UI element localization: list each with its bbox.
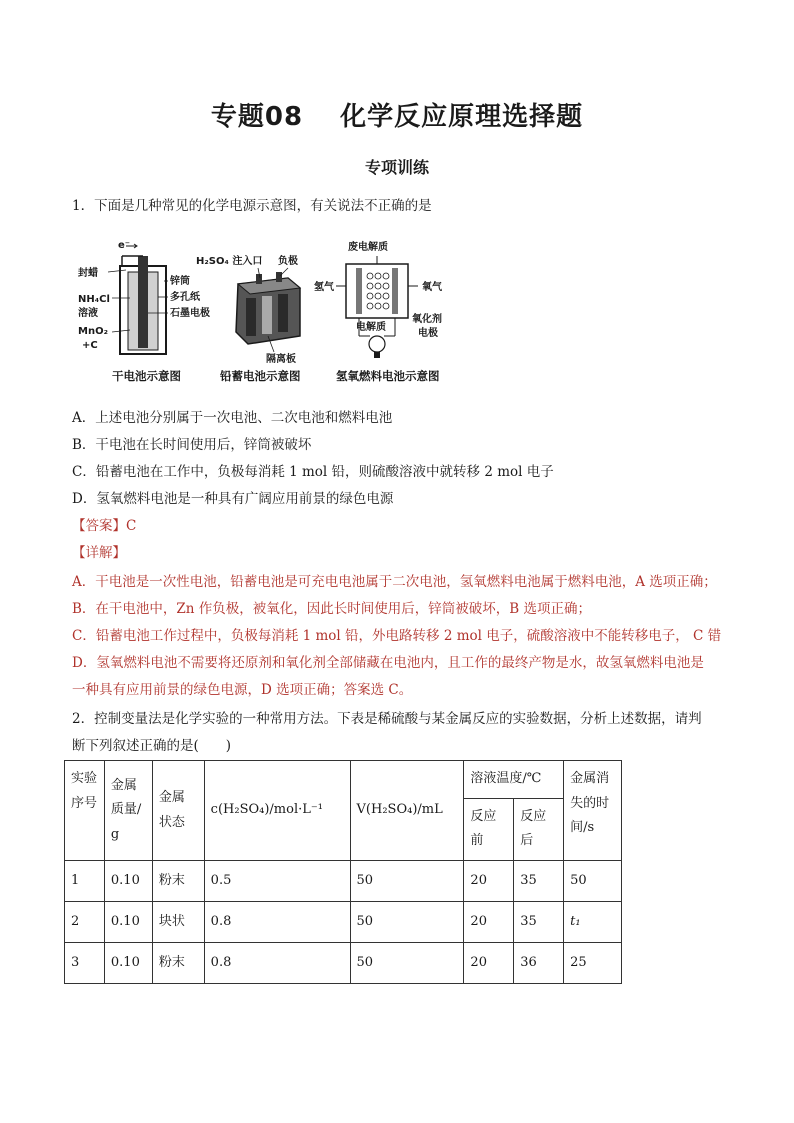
dry-cell-zinc-label: 锌筒 (170, 276, 190, 287)
cell-after: 36 (514, 943, 564, 984)
dry-cell-nh4cl-label: NH₄Cl (78, 294, 110, 305)
cell-mass: 0.10 (104, 902, 152, 943)
table-row (65, 861, 622, 902)
explanation-line-a: A．干电池是一次性电池，铅蓄电池是可充电电池属于二次电池，氢氧燃料电池属于燃料电池，A 选项正确； (72, 574, 717, 590)
header-solution-temperature: 溶液温度/℃ (464, 761, 564, 799)
fuel-cell-hydrogen-label: 氢气 (314, 282, 334, 293)
fuel-cell-oxidant-label: 氧化剂 (412, 314, 442, 325)
dry-cell-graphite-label: 石墨电极 (170, 308, 210, 319)
dry-cell-paper-label: 多孔纸 (170, 292, 200, 303)
fuel-cell-waste-label: 废电解质 (348, 242, 388, 253)
option-a: A．上述电池分别属于一次电池、二次电池和燃料电池 (72, 410, 393, 426)
header-temp-after: 反应后 (514, 798, 564, 860)
header-metal-state: 金属状态 (152, 761, 204, 861)
question-1-stem: 1．下面是几种常见的化学电源示意图，有关说法不正确的是 (72, 198, 432, 214)
lead-battery-inlet-label: H₂SO₄ 注入口 (196, 256, 263, 267)
cell-vol: 50 (350, 943, 464, 984)
cell-num: 2 (65, 902, 105, 943)
fuel-cell-diagram (314, 240, 443, 383)
page-title: 专题08 化学反应原理选择题 (210, 102, 584, 132)
cell-state: 粉末 (152, 861, 204, 902)
cell-after: 35 (514, 902, 564, 943)
cell-before: 20 (464, 861, 514, 902)
cell-num: 3 (65, 943, 105, 984)
cell-mass: 0.10 (104, 861, 152, 902)
lead-battery-caption: 铅蓄电池示意图 (220, 369, 301, 383)
lead-battery-negative-label: 负极 (278, 256, 298, 267)
header-acid-volume: V(H₂SO₄)/mL (350, 761, 464, 861)
dry-cell-diagram (78, 240, 210, 383)
header-acid-concentration: c(H₂SO₄)/mol·L⁻¹ (204, 761, 350, 861)
cell-vol: 50 (350, 861, 464, 902)
fuel-cell-caption: 氢氧燃料电池示意图 (336, 369, 440, 383)
header-disappear-time: 金属消失的时间/s (564, 761, 622, 861)
fuel-cell-oxygen-label: 氧气 (422, 282, 442, 293)
cell-before: 20 (464, 902, 514, 943)
answer-label: 【答案】C (72, 518, 137, 534)
dry-cell-seal-label: 封蜡 (78, 268, 98, 279)
dry-cell-caption: 干电池示意图 (112, 369, 181, 383)
cell-state: 粉末 (152, 943, 204, 984)
explanation-label: 【详解】 (72, 545, 126, 561)
table-header-row (65, 761, 622, 799)
battery-diagrams-figure (78, 236, 468, 386)
header-experiment-number: 实验序号 (65, 761, 105, 861)
explanation-line-d-cont: 一种具有应用前景的绿色电源，D 选项正确；答案选 C。 (72, 682, 413, 698)
cell-time: 25 (564, 943, 622, 984)
cell-state: 块状 (152, 902, 204, 943)
question-2-stem-line-1: 2．控制变量法是化学实验的一种常用方法。下表是稀硫酸与某金属反应的实验数据，分析上述数据，请判 (72, 711, 702, 727)
cell-time: 50 (564, 861, 622, 902)
option-b: B．干电池在长时间使用后，锌筒被破坏 (72, 437, 312, 453)
cell-time: t₁ (564, 902, 622, 943)
lead-battery-diagram (196, 254, 301, 383)
dry-cell-mno2-label: MnO₂ (78, 326, 108, 337)
table-row (65, 902, 622, 943)
experiment-data-table (64, 760, 622, 984)
table-row (65, 943, 622, 984)
cell-conc: 0.5 (204, 861, 350, 902)
cell-mass: 0.10 (104, 943, 152, 984)
cell-after: 35 (514, 861, 564, 902)
cell-conc: 0.8 (204, 943, 350, 984)
option-d: D．氢氧燃料电池是一种具有广阔应用前景的绿色电源 (72, 491, 394, 507)
section-subtitle: 专项训练 (364, 158, 429, 177)
explanation-line-c: C．铅蓄电池工作过程中，负极每消耗 1 mol 铅，外电路转移 2 mol 电子，硫酸溶液中不能转移电子， C 错 (72, 628, 722, 644)
cell-num: 1 (65, 861, 105, 902)
header-metal-mass: 金属质量/g (104, 761, 152, 861)
dry-cell-solution-label: 溶液 (78, 308, 98, 319)
fuel-cell-electrode-label: 电极 (418, 328, 438, 339)
cell-before: 20 (464, 943, 514, 984)
header-temp-before: 反应前 (464, 798, 514, 860)
cell-conc: 0.8 (204, 902, 350, 943)
cell-vol: 50 (350, 902, 464, 943)
lead-battery-separator-label: 隔离板 (266, 354, 296, 365)
explanation-line-d: D．氢氧燃料电池不需要将还原剂和氧化剂全部储藏在电池内，且工作的最终产物是水，故氢氧燃料电池是 (72, 655, 704, 671)
fuel-cell-electrolyte-label: 电解质 (356, 322, 386, 333)
dry-cell-carbon-label: +C (82, 340, 98, 351)
explanation-line-b: B．在干电池中，Zn 作负极，被氧化，因此长时间使用后，锌筒被破坏，B 选项正确； (72, 601, 591, 617)
question-2-stem-line-2: 断下列叙述正确的是( ) (72, 738, 232, 754)
dry-cell-electron-label: e⁻ (118, 240, 131, 251)
option-c: C．铅蓄电池在工作中，负极每消耗 1 mol 铅，则硫酸溶液中就转移 2 mol 电子 (72, 464, 554, 480)
